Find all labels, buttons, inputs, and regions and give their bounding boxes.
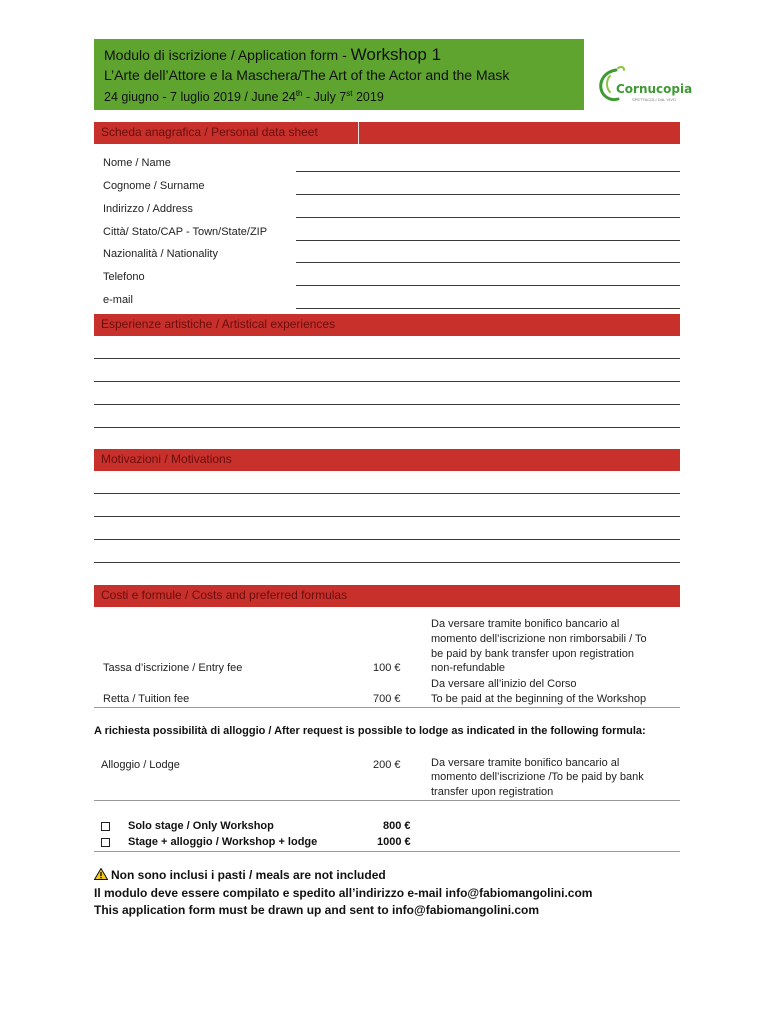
input-line-name[interactable] xyxy=(296,171,680,172)
label-name: Nome / Name xyxy=(103,157,171,169)
tuition-fee-label: Retta / Tuition fee xyxy=(103,693,190,705)
option-price-workshop-lodge: 1000 € xyxy=(377,836,411,848)
tuition-note-line: To be paid at the beginning of the Workshop xyxy=(431,693,647,705)
logo-tagline: SPETTACOLI DAL VIVO xyxy=(632,97,677,102)
label-address: Indirizzo / Address xyxy=(103,203,193,215)
label-surname: Cognome / Surname xyxy=(103,180,205,192)
section-costs: Costi e formule / Costs and preferred formulas xyxy=(94,585,680,607)
entry-note-line: Da versare tramite bonifico bancario al xyxy=(431,618,620,630)
header-banner xyxy=(94,39,584,110)
lodge-amount: 200 € xyxy=(373,759,401,771)
experience-line[interactable] xyxy=(94,381,680,382)
bar-divider xyxy=(358,122,359,144)
experience-line[interactable] xyxy=(94,404,680,405)
option-price-only-workshop: 800 € xyxy=(383,820,411,832)
label-email: e-mail xyxy=(103,294,133,306)
workshop-dates: 24 giugno - 7 luglio 2019 / June 24th - July 7st 2019 xyxy=(104,89,384,105)
experience-line[interactable] xyxy=(94,427,680,428)
tuition-fee-amount: 700 € xyxy=(373,693,401,705)
meals-note: Non sono inclusi i pasti / meals are not included xyxy=(94,868,386,882)
warning-icon xyxy=(94,868,108,880)
workshop-subtitle: L’Arte dell’Attore e la Maschera/The Art of the Actor and the Mask xyxy=(104,67,510,83)
tuition-note-line: Da versare all’inizio del Corso xyxy=(431,678,577,690)
form-title: Modulo di iscrizione / Application form - Workshop 1 xyxy=(104,45,442,64)
option-checkbox-workshop-lodge[interactable] xyxy=(101,838,110,847)
table-rule xyxy=(94,851,680,852)
experience-line[interactable] xyxy=(94,358,680,359)
label-nationality: Nazionalità / Nationality xyxy=(103,248,218,260)
table-rule xyxy=(94,707,680,708)
label-phone: Telefono xyxy=(103,271,145,283)
entry-note-line: non-refundable xyxy=(431,662,506,674)
table-rule xyxy=(94,800,680,801)
input-line-nationality[interactable] xyxy=(296,262,680,263)
lodge-note-line: transfer upon registration xyxy=(431,786,554,798)
input-line-town[interactable] xyxy=(296,240,680,241)
motivation-line[interactable] xyxy=(94,562,680,563)
option-label-only-workshop: Solo stage / Only Workshop xyxy=(128,820,274,832)
entry-fee-amount: 100 € xyxy=(373,662,401,674)
option-label-workshop-lodge: Stage + alloggio / Workshop + lodge xyxy=(128,836,318,848)
section-experiences: Esperienze artistiche / Artistical experiences xyxy=(94,314,680,336)
motivation-line[interactable] xyxy=(94,539,680,540)
send-instructions-en: This application form must be drawn up and sent to info@fabiomangolini.com xyxy=(94,903,540,917)
option-checkbox-only-workshop[interactable] xyxy=(101,822,110,831)
input-line-address[interactable] xyxy=(296,217,680,218)
logo-name: Cornucopia xyxy=(616,82,693,96)
entry-note-line: be paid by bank transfer upon registration xyxy=(431,648,635,660)
lodge-intro: A richiesta possibilità di alloggio / After request is possible to lodge as indicated in the following formula: xyxy=(94,725,646,737)
label-town: Città/ Stato/CAP - Town/State/ZIP xyxy=(103,226,268,238)
lodge-note-line: Da versare tramite bonifico bancario al xyxy=(431,757,620,769)
lodge-label: Alloggio / Lodge xyxy=(101,759,180,771)
entry-fee-label: Tassa d’iscrizione / Entry fee xyxy=(103,662,243,674)
motivation-line[interactable] xyxy=(94,516,680,517)
lodge-note-line: momento dell’iscrizione /To be paid by bank xyxy=(431,771,644,783)
input-line-surname[interactable] xyxy=(296,194,680,195)
motivation-line[interactable] xyxy=(94,493,680,494)
section-personal: Scheda anagrafica / Personal data sheet xyxy=(94,122,680,144)
section-motivations: Motivazioni / Motivations xyxy=(94,449,680,471)
input-line-email[interactable] xyxy=(296,308,680,309)
input-line-phone[interactable] xyxy=(296,285,680,286)
send-instructions-it: Il modulo deve essere compilato e spedito all’indirizzo e-mail info@fabiomangolini.com xyxy=(94,886,593,900)
entry-note-line: momento dell’iscrizione non rimborsabili / To xyxy=(431,633,647,645)
